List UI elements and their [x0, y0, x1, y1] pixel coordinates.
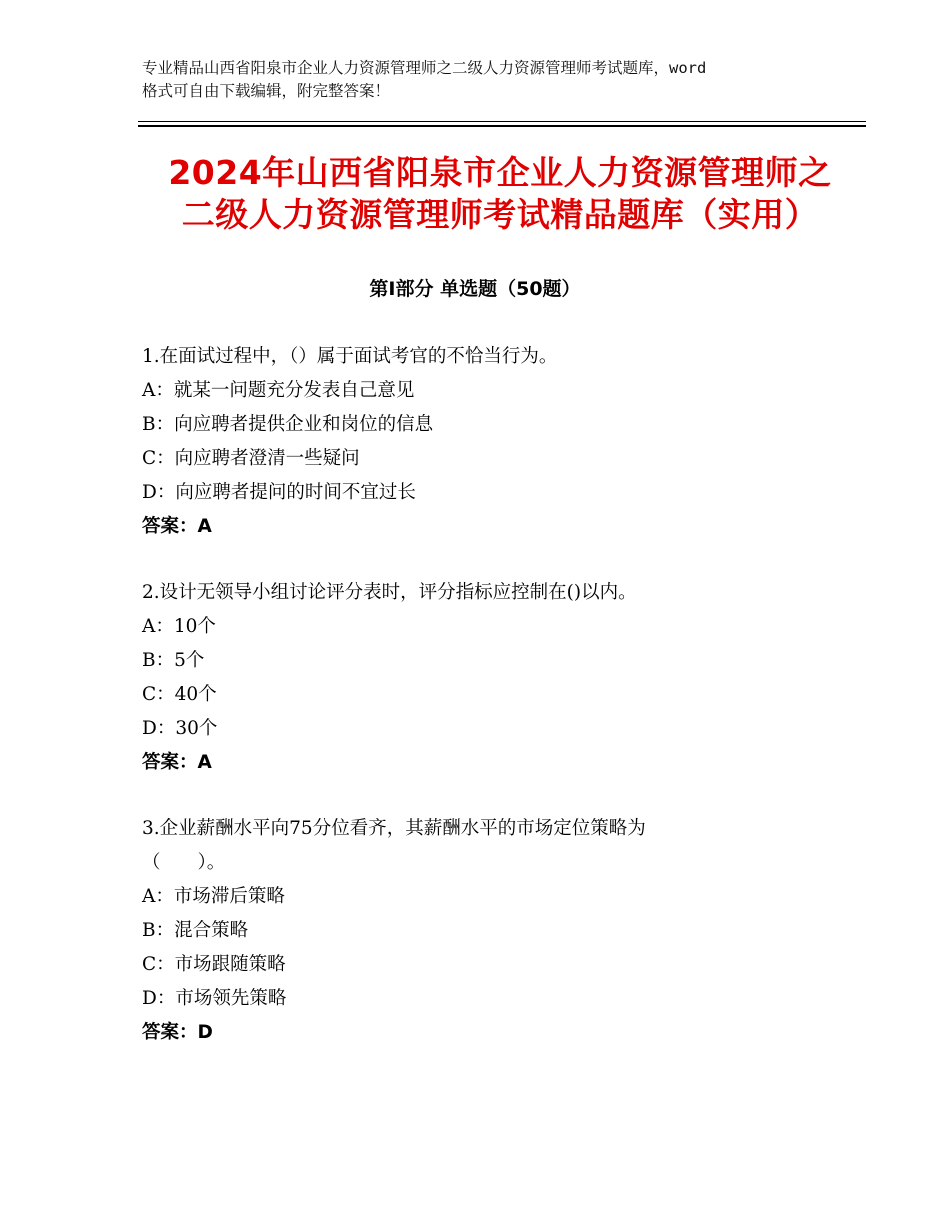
question-stem: 1.在面试过程中，（）属于面试考官的不恰当行为。 [142, 346, 558, 367]
option-c: C：向应聘者澄清一些疑问 [142, 448, 360, 469]
question-stem: 2.设计无领导小组讨论评分表时，评分指标应控制在()以内。 [142, 582, 637, 603]
option-c: C：市场跟随策略 [142, 954, 286, 975]
title-line-2: 二级人力资源管理师考试精品题库（实用） [181, 195, 819, 234]
header-line-2: 格式可自由下载编辑，附完整答案！ [142, 82, 391, 100]
option-d: D：30个 [142, 718, 218, 739]
answer: 答案：D [142, 1022, 213, 1043]
option-a: A：就某一问题充分发表自己意见 [142, 380, 415, 401]
option-d: D：向应聘者提问的时间不宜过长 [142, 482, 416, 503]
header-divider-thick [138, 125, 866, 127]
question-2 [142, 576, 822, 780]
answer: 答案：A [142, 752, 212, 773]
question-list [142, 340, 822, 1082]
option-b: B：向应聘者提供企业和岗位的信息 [142, 414, 434, 435]
option-d: D：市场领先策略 [142, 988, 287, 1009]
title-line-1: 2024年山西省阳泉市企业人力资源管理师之 [168, 153, 832, 192]
header-divider-thin [138, 121, 866, 122]
question-1 [142, 340, 822, 544]
option-c: C：40个 [142, 684, 217, 705]
question-stem: 3.企业薪酬水平向75分位看齐，其薪酬水平的市场定位策略为 [142, 818, 646, 839]
section-heading: 第Ⅰ部分 单选题（50题） [369, 278, 581, 300]
header-line-1: 专业精品山西省阳泉市企业人力资源管理师之二级人力资源管理师考试题库，word [142, 59, 707, 77]
answer: 答案：A [142, 516, 212, 537]
option-b: B：5个 [142, 650, 205, 671]
option-a: A：10个 [142, 616, 216, 637]
option-b: B：混合策略 [142, 920, 249, 941]
question-stem-continued: （ ）。 [142, 852, 226, 873]
option-a: A：市场滞后策略 [142, 886, 285, 907]
document-title [140, 152, 860, 236]
question-3 [142, 812, 822, 1050]
document-header [142, 57, 822, 103]
